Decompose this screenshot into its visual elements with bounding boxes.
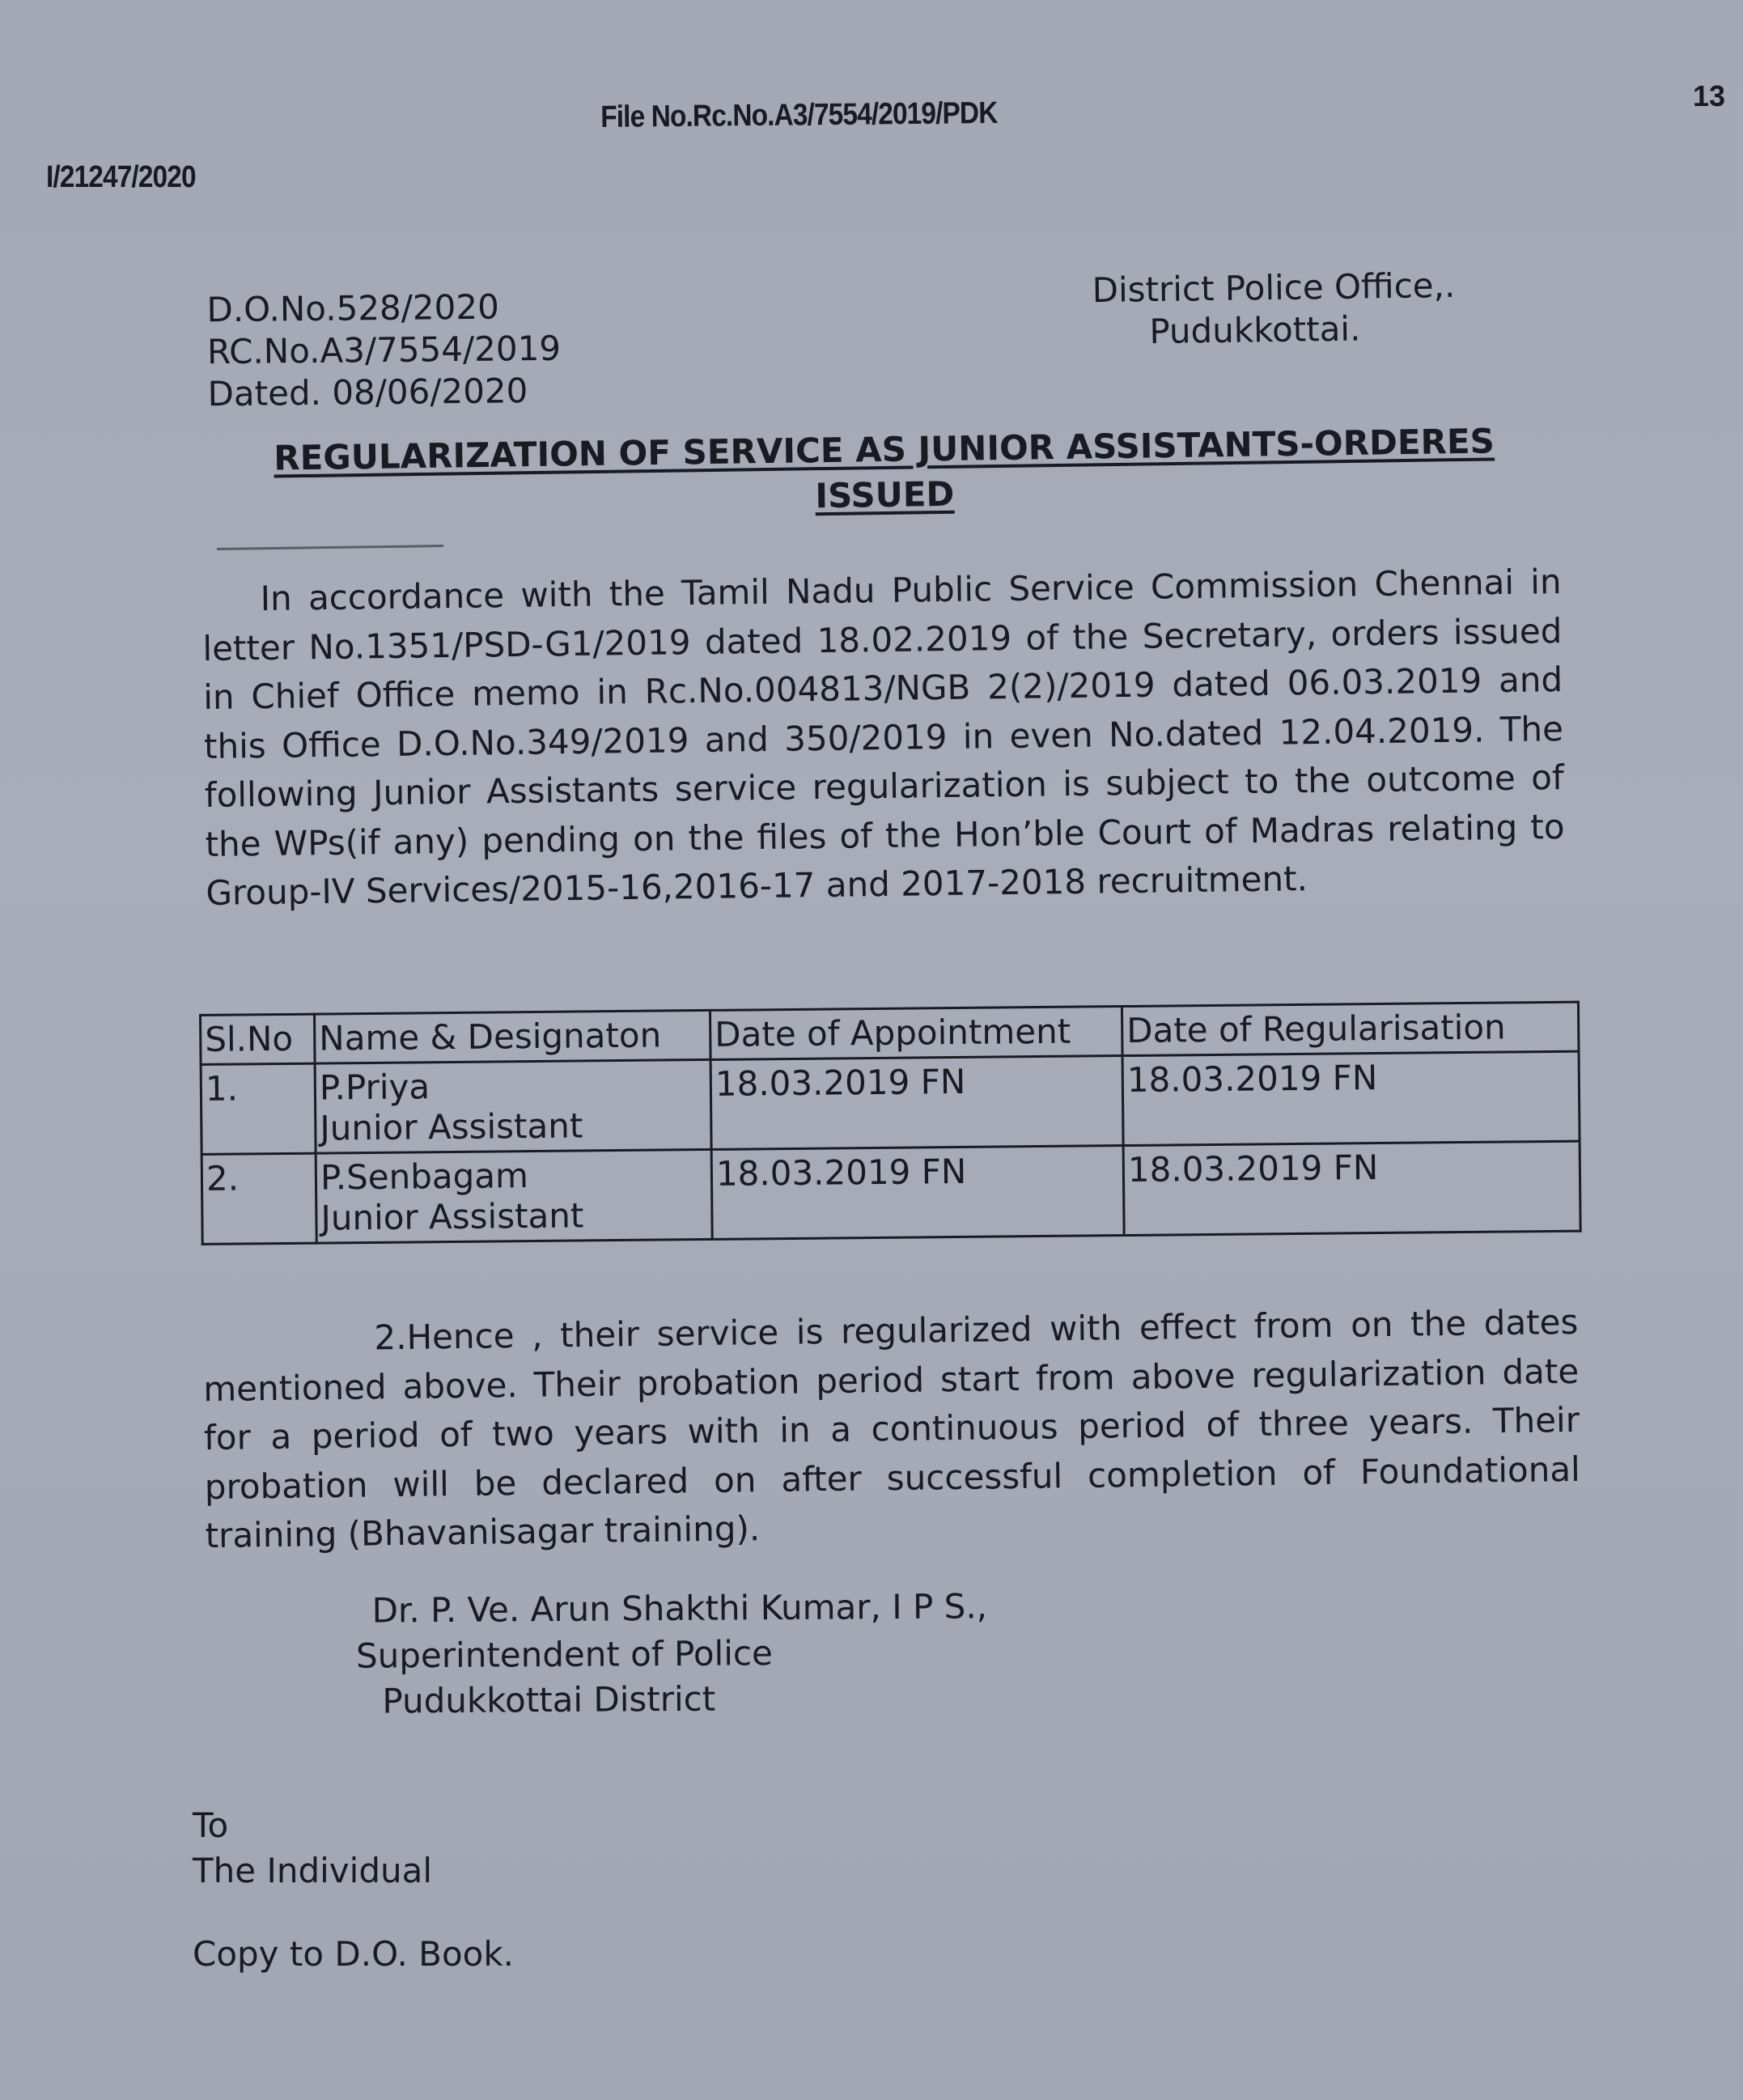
document-title (216, 418, 1552, 527)
employee-designation: Junior Assistant (320, 1105, 583, 1148)
divider-mark (217, 545, 443, 550)
signatory-district: Pudukkottai District (382, 1678, 716, 1721)
reference-block (206, 286, 562, 416)
cell-date-regularisation: 18.03.2019 FN (1122, 1051, 1580, 1145)
recipient: The Individual (193, 1851, 433, 1890)
do-number: D.O.No.528/2020 (206, 286, 500, 330)
title-line-1: REGULARIZATION OF SERVICE AS JUNIOR ASSISTANTS-ORDERES (273, 421, 1495, 478)
signature-block (355, 1584, 988, 1724)
cell-sl-no: 1. (201, 1063, 316, 1154)
header-name-designation: Name & Designaton (315, 1010, 711, 1063)
employee-name: P.Senbagam (320, 1156, 529, 1198)
body-paragraph-1: In accordance with the Tamil Nadu Public Service Commission Chennai in letter No.1351/PSD-G1/2019 dated 18.02.2019 of the Secretary, orders issued in Chief Office memo in Rc.No.004813/NGB 2(2)/2019 dated 06.03.2019 and this Office D.O.No.349/2019 and 350/2019 in even No.dated 12.04.2019. The following Junior Assistants service regularization is subject to the outcome of the WPs(if any) pending on the files of the Hon’ble Court of Madras relating to Group-IV Services/2015-16,2016-17 and 2017-2018 recruitment. (202, 562, 1565, 913)
cell-date-appointment: 18.03.2019 FN (710, 1056, 1123, 1150)
office-address (1092, 265, 1456, 354)
copy-to: Copy to D.O. Book. (193, 1934, 515, 1974)
dated: Dated. 08/06/2020 (207, 371, 528, 414)
cell-date-regularisation: 18.03.2019 FN (1123, 1141, 1580, 1235)
to-label: To (193, 1805, 229, 1845)
title-line-2: ISSUED (815, 473, 955, 516)
cell-name-designation (315, 1059, 711, 1153)
addressee-block (193, 1803, 432, 1894)
table-row (201, 1141, 1580, 1244)
signatory-designation: Superintendent of Police (355, 1633, 773, 1676)
inward-number: I/21247/2020 (46, 160, 196, 194)
body-paragraph-2: 2.Hence , their service is regularized with effect from on the dates mentioned above. Their probation period start from above regularization date for a period of two years with in a continuous period of three years. Their probation will be declared on after successful completion of Foundational training (Bhavanisagar training). (202, 1301, 1581, 1556)
cell-sl-no: 2. (201, 1153, 316, 1244)
office-name: District Police Office,. (1092, 265, 1456, 311)
header-sl-no: Sl.No (201, 1014, 316, 1064)
office-city: Pudukkottai. (1149, 308, 1361, 352)
file-number: File No.Rc.No.A3/7554/2019/PDK (600, 95, 998, 134)
employee-name: P.Priya (319, 1067, 430, 1108)
page-number: 13 (1692, 79, 1725, 112)
table-row (201, 1051, 1580, 1154)
regularisation-table (199, 1001, 1582, 1245)
cell-name-designation (316, 1149, 712, 1243)
employee-designation: Junior Assistant (320, 1195, 584, 1238)
rc-number: RC.No.A3/7554/2019 (206, 328, 562, 372)
cell-date-appointment: 18.03.2019 FN (711, 1146, 1124, 1240)
header-date-appointment: Date of Appointment (710, 1007, 1122, 1060)
header-date-regularisation: Date of Regularisation (1122, 1002, 1579, 1055)
signatory-name: Dr. P. Ve. Arun Shakthi Kumar, I P S., (371, 1586, 988, 1631)
